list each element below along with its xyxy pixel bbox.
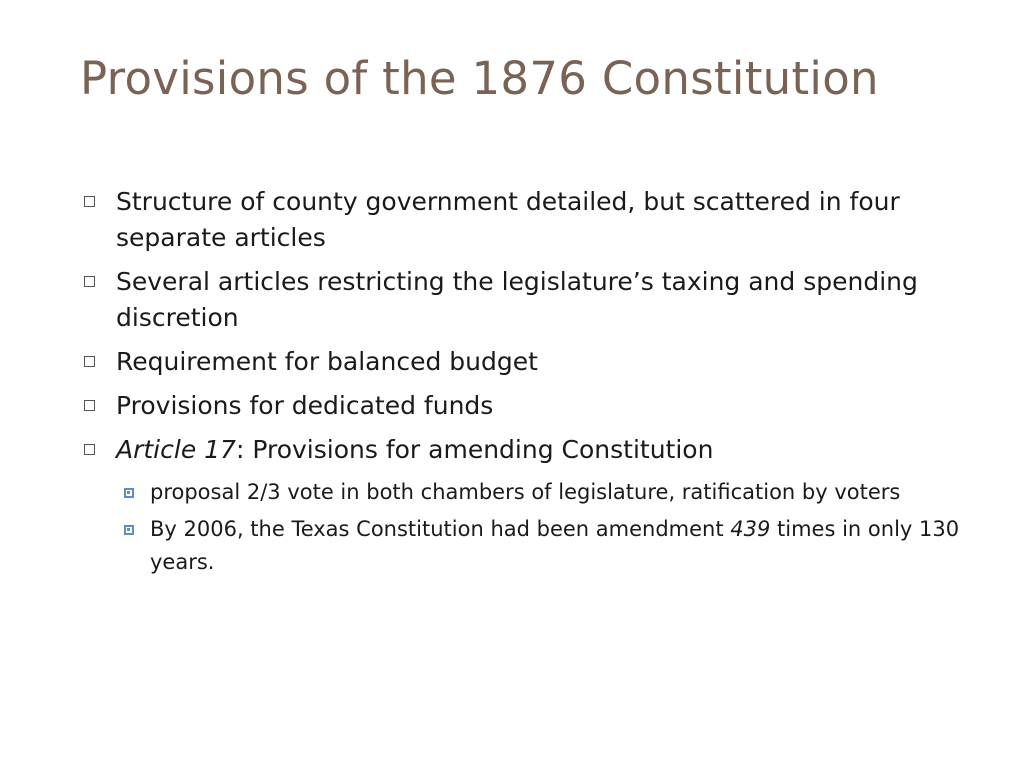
sub-list-item — [84, 476, 964, 509]
sub-list-item — [84, 513, 964, 579]
square-bullet-icon — [84, 196, 95, 207]
square-bullet-icon — [84, 400, 95, 411]
list-item — [84, 184, 964, 256]
list-item — [84, 264, 964, 336]
article-text: : Provisions for amending Constitution — [235, 435, 714, 464]
slide-title: Provisions of the 1876 Constitution — [80, 52, 879, 105]
article-label: Article 17 — [116, 435, 236, 464]
square-bullet-icon — [84, 276, 95, 287]
sub-item-prefix: By 2006, the Texas Constitution had been amendment — [150, 517, 731, 541]
list-item — [84, 344, 964, 380]
square-bullet-icon — [84, 444, 95, 455]
list-item-text: Provisions for dedicated funds — [116, 391, 494, 420]
list-item-text: Requirement for balanced budget — [116, 347, 538, 376]
list-item-article-17 — [84, 432, 964, 468]
list-item-text: Structure of county government detailed, but scattered in four separate articles — [116, 187, 900, 252]
sub-bullet-icon — [124, 525, 134, 535]
bullet-list — [84, 184, 964, 583]
square-bullet-icon — [84, 356, 95, 367]
sub-item-text: proposal 2/3 vote in both chambers of legislature, ratification by voters — [150, 480, 901, 504]
sub-bullet-icon — [124, 488, 134, 498]
list-item-text: Several articles restricting the legislature’s taxing and spending discretion — [116, 267, 918, 332]
list-item — [84, 388, 964, 424]
amendment-count: 439 — [730, 517, 771, 541]
sub-item-suffix: times in only 130 years. — [150, 517, 960, 574]
